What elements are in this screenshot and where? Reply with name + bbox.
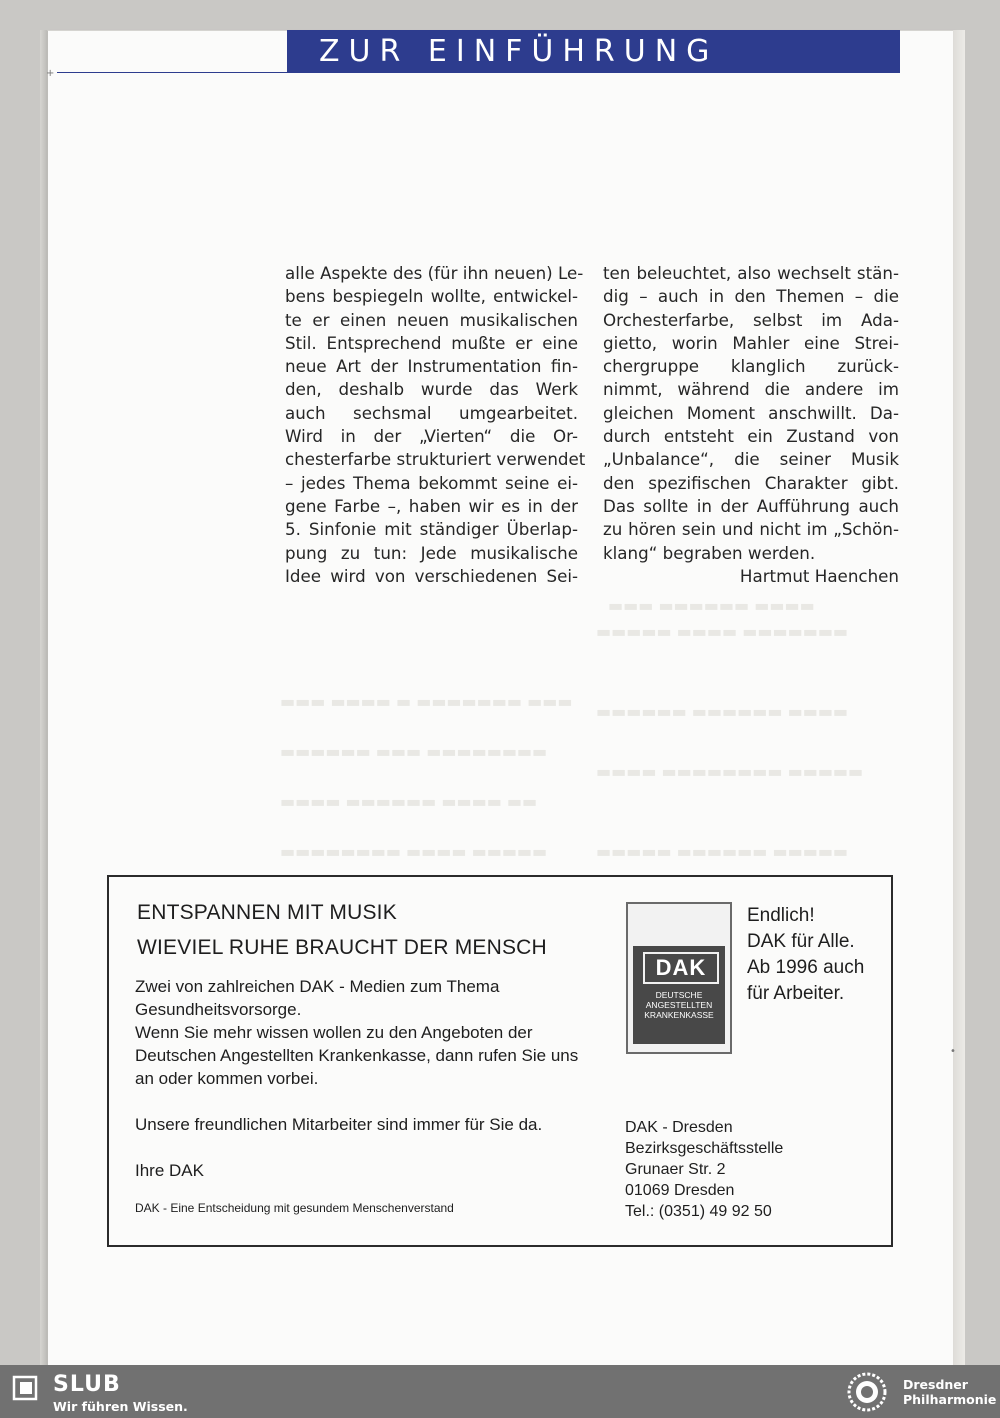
binding-hole: • xyxy=(950,1046,956,1057)
ad-promo xyxy=(747,903,864,1007)
ad-paragraph: Wenn Sie mehr wissen wollen zu den Angeboten der Deutschen Angestellten Krankenkasse, dann rufen Sie uns an oder kommen vorbei. xyxy=(135,1023,579,1088)
article-author: Hartmut Haenchen xyxy=(739,565,899,586)
page-edge xyxy=(953,30,965,1365)
slub-logo-icon xyxy=(12,1375,40,1401)
dak-logo-line: ANGESTELLTEN xyxy=(645,1000,713,1010)
article-line: chesterfarbe strukturiert verwendet xyxy=(285,449,586,470)
promo-line: DAK für Alle. xyxy=(747,931,855,952)
article-line: gene Farbe –, haben wir es in der xyxy=(285,495,578,516)
show-through-text: ▬▬▬▬ ▬▬▬▬▬▬▬▬ ▬▬▬▬▬ xyxy=(596,762,864,781)
article-line: gleichen Moment anschwillt. Da- xyxy=(603,402,899,423)
article-line: bens bespiegeln wollte, entwickel- xyxy=(285,286,578,307)
article-column-right xyxy=(603,262,899,588)
address-line: Bezirksgeschäftsstelle xyxy=(625,1140,784,1157)
article-line: „Unbalance“, die seiner Musik xyxy=(603,449,899,470)
dak-logo-mark: DAK xyxy=(643,952,719,984)
article-line: zu hören sein und nicht im „Schön- xyxy=(603,519,899,540)
article-line: te er einen neuen musikalischen xyxy=(285,309,578,330)
article-line: – jedes Thema bekommt seine ei- xyxy=(285,472,578,493)
section-header xyxy=(287,30,900,72)
library-tagline: Wir führen Wissen. xyxy=(53,1399,188,1414)
article-line: durch entsteht ein Zustand von xyxy=(603,426,899,447)
article-line: den spezifischen Charakter gibt. xyxy=(603,472,899,493)
show-through-text: ▬▬▬▬▬ ▬▬▬▬ ▬▬▬▬▬▬▬ xyxy=(596,622,849,641)
article-line: auch sechsmal umgearbeitet. xyxy=(285,402,578,423)
ad-headline: ENTSPANNEN MIT MUSIK xyxy=(137,901,397,924)
show-through-text: ▬▬▬▬▬▬ ▬▬▬ ▬▬▬▬▬▬▬▬ xyxy=(280,742,548,761)
address-line: 01069 Dresden xyxy=(625,1182,735,1199)
article-line: Das sollte in der Aufführung auch xyxy=(603,495,899,516)
show-through-text: ▬▬▬▬ ▬▬▬▬▬▬ ▬▬▬▬ ▬▬ xyxy=(280,792,538,811)
philharmonie-logo-icon xyxy=(841,1369,893,1415)
dak-logo-line: KRANKENKASSE xyxy=(644,1010,714,1020)
dak-advertisement xyxy=(107,875,893,1247)
article-line: alle Aspekte des (für ihn neuen) Le- xyxy=(285,263,584,283)
partner-name-line: Dresdner xyxy=(903,1377,968,1392)
library-name: SLUB xyxy=(53,1372,121,1397)
article-line: klang“ begraben werden. xyxy=(603,542,816,563)
ad-address xyxy=(625,1117,783,1222)
show-through-text: ▬▬▬▬▬ ▬▬▬▬▬▬ ▬▬▬▬▬ xyxy=(596,842,849,861)
article-column-left xyxy=(285,262,586,588)
partner-name-line: Philharmonie xyxy=(903,1392,997,1407)
dak-logo-line: DEUTSCHE xyxy=(655,990,703,1000)
address-line: Tel.: (0351) 49 92 50 xyxy=(625,1203,772,1220)
article-line: Idee wird von verschiedenen Sei- xyxy=(285,565,578,586)
dak-logo-block xyxy=(633,946,725,1044)
promo-line: Ab 1996 auch xyxy=(747,957,865,978)
article-line: dig – auch in den Themen – die xyxy=(603,286,899,307)
partner-name xyxy=(903,1377,996,1407)
show-through-text: ▬▬▬ ▬▬▬▬▬▬ ▬▬▬▬ xyxy=(608,596,815,615)
article-line: Stil. Entsprechend mußte er eine xyxy=(285,332,578,353)
ad-signoff: Ihre DAK xyxy=(135,1161,204,1180)
article-line: 5. Sinfonie mit ständiger Überlap- xyxy=(285,519,578,540)
article-line: pung zu tun: Jede musikalische xyxy=(285,542,578,563)
promo-line: für Arbeiter. xyxy=(747,983,845,1004)
dak-logo xyxy=(626,902,732,1054)
ad-paragraph: Unsere freundlichen Mitarbeiter sind immer für Sie da. xyxy=(135,1115,543,1134)
article-line: Wird in der „Vierten“ die Or- xyxy=(285,426,578,447)
show-through-text: ▬▬▬▬▬▬▬▬ ▬▬▬▬ ▬▬▬▬▬ xyxy=(280,842,548,861)
ad-paragraph: Zwei von zahlreichen DAK - Medien zum Thema Gesundheitsvorsorge. xyxy=(135,977,500,1019)
crop-mark: + xyxy=(46,68,55,79)
article-line: nimmt, während die andere im xyxy=(603,379,899,400)
article-line: Orchesterfarbe, selbst im Ada- xyxy=(603,309,899,330)
article-line: ten beleuchtet, also wechselt stän- xyxy=(603,263,899,283)
dak-logo-text xyxy=(633,990,725,1020)
promo-line: Endlich! xyxy=(747,905,815,926)
page-binding-shadow xyxy=(40,30,47,1365)
article-line: den, deshalb wurde das Werk xyxy=(285,379,578,400)
article-line: chergruppe klanglich zurück- xyxy=(603,356,899,377)
address-line: DAK - Dresden xyxy=(625,1119,733,1136)
header-rule xyxy=(57,72,900,73)
show-through-text: ▬▬▬▬▬▬ ▬▬▬▬▬▬ ▬▬▬▬ xyxy=(596,702,849,721)
article-line: gietto, worin Mahler eine Strei- xyxy=(603,332,899,353)
article-line: neue Art der Instrumentation fin- xyxy=(285,356,578,377)
address-line: Grunaer Str. 2 xyxy=(625,1161,726,1178)
show-through-text: ▬▬▬ ▬▬▬▬ ▬ ▬▬▬▬▬▬▬ ▬▬▬ xyxy=(280,692,573,711)
viewer-footer xyxy=(0,1365,1000,1418)
ad-headline: WIEVIEL RUHE BRAUCHT DER MENSCH xyxy=(137,936,547,959)
ad-tagline: DAK - Eine Entscheidung mit gesundem Menschenverstand xyxy=(135,1201,454,1215)
section-title: ZUR EINFÜHRUNG xyxy=(319,33,719,69)
